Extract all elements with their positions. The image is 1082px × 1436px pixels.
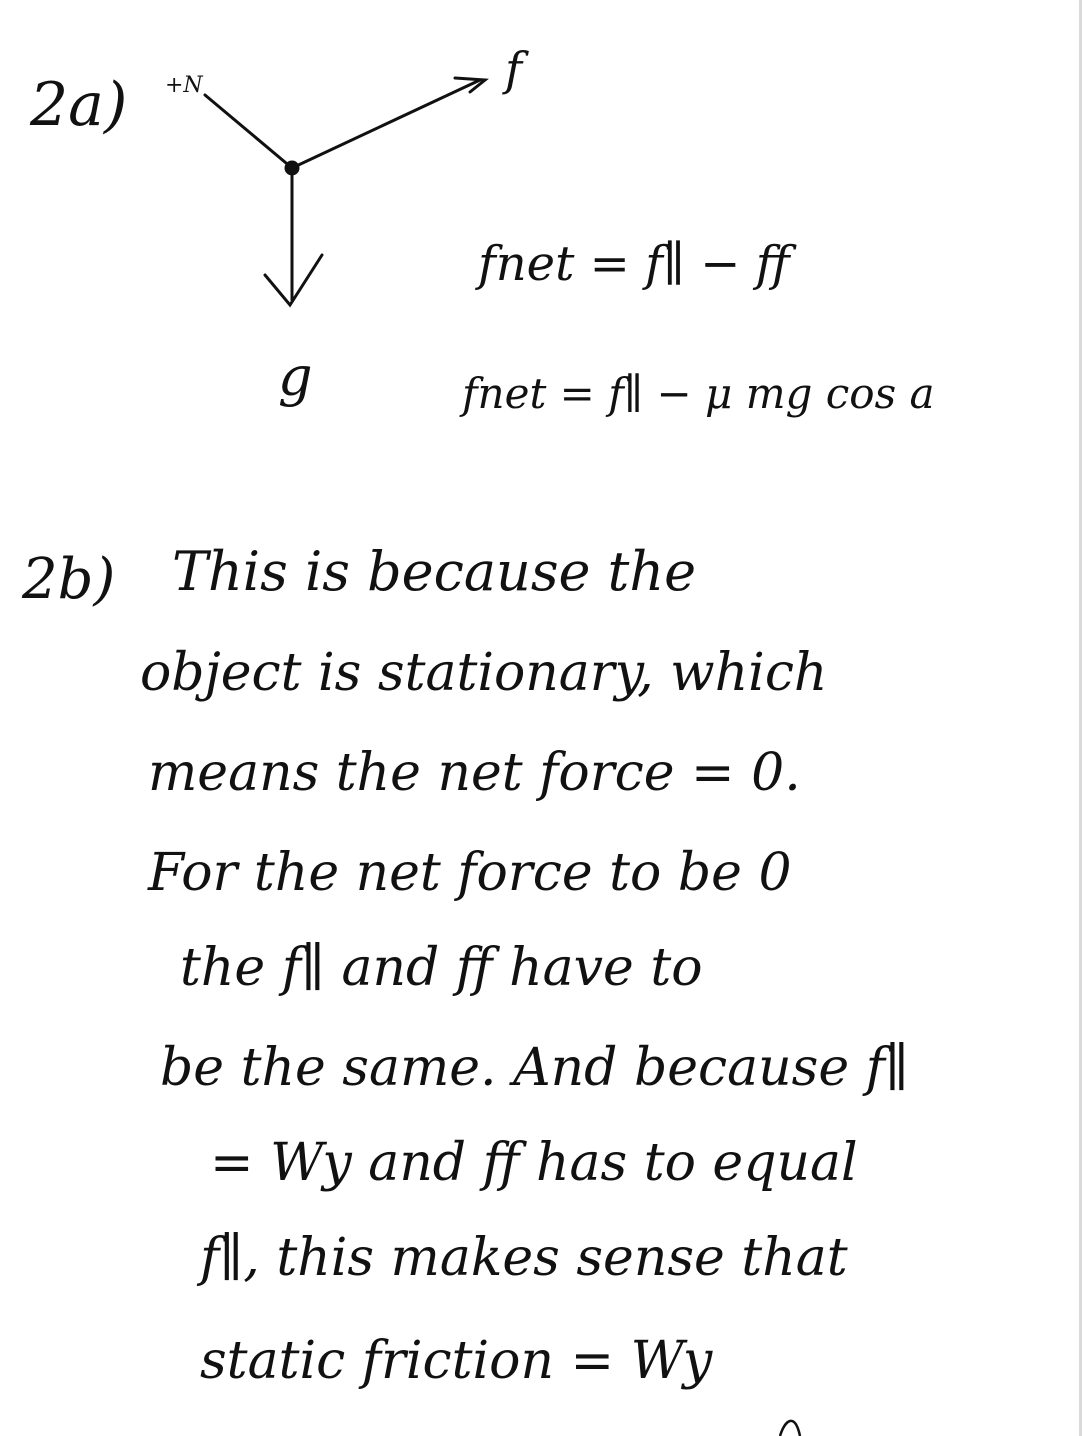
- answer-line-9: static friction = Wy: [200, 1331, 713, 1391]
- net-force-equation-1: fnet = f∥ − ff: [478, 236, 790, 292]
- bottom-stroke-fragment: [780, 1421, 800, 1436]
- answer-line-4: For the net force to be 0: [148, 843, 792, 903]
- answer-line-1: This is because the: [172, 540, 697, 603]
- friction-vector: [292, 80, 480, 168]
- answer-line-3: means the net force = 0.: [148, 743, 801, 803]
- answer-line-2: object is stationary, which: [140, 643, 828, 703]
- answer-line-7: = Wy and ff has to equal: [210, 1133, 858, 1193]
- part-a-label: 2a): [30, 70, 128, 140]
- free-body-diagram: [205, 78, 485, 305]
- gravity-label: g: [278, 345, 313, 408]
- net-force-equation-2: fnet = f∥ − μ mg cos a: [462, 369, 935, 418]
- answer-line-8: f∥, this makes sense that: [200, 1228, 848, 1288]
- part-b-label: 2b): [22, 547, 116, 612]
- normal-force-label: +N: [165, 73, 203, 98]
- answer-line-5: the f∥ and ff have to: [180, 938, 703, 998]
- answer-line-6: be the same. And because f∥: [160, 1038, 909, 1098]
- normal-force-vector: [205, 95, 292, 168]
- object-point: [286, 162, 298, 174]
- friction-force-label: f: [505, 42, 523, 96]
